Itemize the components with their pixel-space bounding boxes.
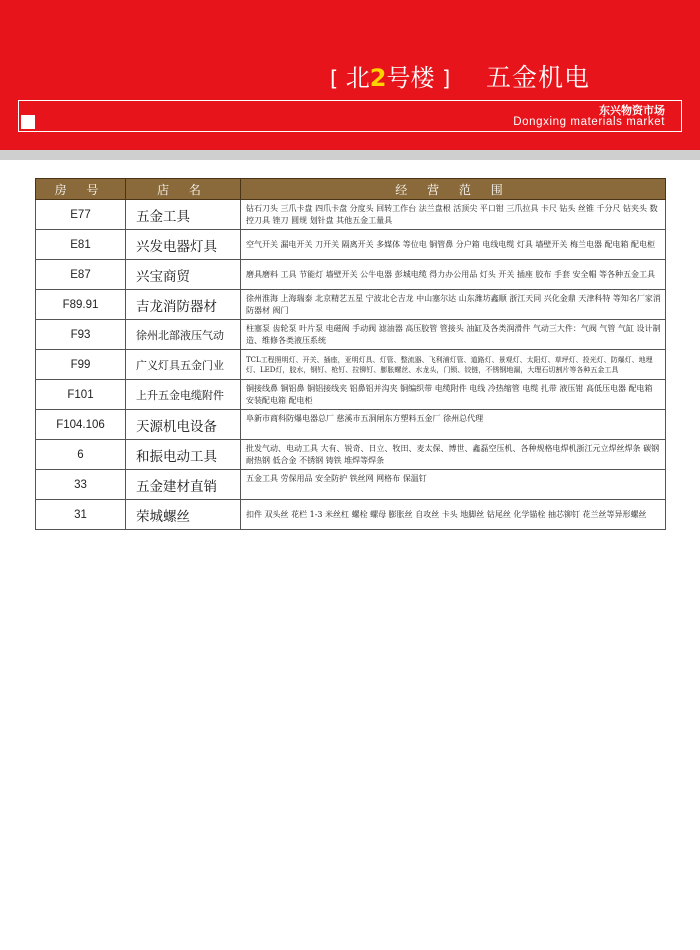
market-info-bar	[18, 100, 682, 132]
table-row	[36, 500, 666, 530]
column-header-store: 店 名	[126, 179, 241, 200]
header-banner	[0, 0, 700, 150]
room-number: E77	[36, 200, 126, 230]
store-directory-table	[35, 178, 666, 530]
room-number: F89.91	[36, 290, 126, 320]
store-name: 天源机电设备	[126, 410, 241, 440]
store-name: 吉龙消防器材	[126, 290, 241, 320]
store-name: 广义灯具五金门业	[126, 350, 241, 380]
business-scope: 批发气动、电动工具 大有、锐奇、日立、牧田、麦太保、博世、鑫磊空压机、各种规格电焊机浙江元立焊丝焊条 碳钢耐热钢 低合金 不锈钢 铸铁 堆焊等焊条	[241, 440, 666, 470]
business-scope: 钻石刀头 三爪卡盘 四爪卡盘 分度头 回转工作台 法兰盘根 活顶尖 平口钳 三爪拉具 卡尺 钻头 丝锥 千分尺 钻夹头 数控刀具 锉刀 圆规 划针盘 其他五金工量具	[241, 200, 666, 230]
table-row	[36, 380, 666, 410]
room-number: 33	[36, 470, 126, 500]
building-suffix: 号楼	[386, 64, 435, 92]
gray-divider-strip	[0, 150, 700, 160]
store-name: 和振电动工具	[126, 440, 241, 470]
business-scope: 五金工具 劳保用品 安全防护 铁丝网 网格布 保温钉	[241, 470, 666, 500]
building-prefix: 北	[345, 64, 370, 92]
room-number: E87	[36, 260, 126, 290]
business-scope: 阜新市商科防爆电器总厂 慈溪市五洞闸东方塑料五金厂 徐州总代理	[241, 410, 666, 440]
business-scope: 扣件 双头丝 花栏 1-3 米丝杠 螺栓 螺母 膨胀丝 自攻丝 卡头 地脚丝 钻尾丝 化学锚栓 抽芯铆钉 花兰丝等异形螺丝	[241, 500, 666, 530]
store-name: 五金建材直销	[126, 470, 241, 500]
table-row	[36, 410, 666, 440]
column-header-room: 房 号	[36, 179, 126, 200]
room-number: 6	[36, 440, 126, 470]
bracket-close: ]	[442, 67, 451, 91]
business-scope: 柱塞泵 齿轮泵 叶片泵 电磁阀 手动阀 滤油器 高压胶管 管接头 油缸及各类润滑件 气动三大件：气阀 气管 气缸 设计制造、维修各类液压系统	[241, 320, 666, 350]
store-name: 徐州北部液压气动	[126, 320, 241, 350]
business-scope: TCL工程照明灯、开关、插座，亚明灯具、灯管、整流器、飞利浦灯管、道路灯、景观灯、太阳灯、草坪灯、投光灯、防爆灯、地埋灯、LED灯，胶水，钢钉、枪钉、拉铆钉、膨胀螺丝、水龙头，门锁、铰链，不锈钢地漏，大理石切割片等各种五金工具	[241, 350, 666, 380]
room-number: E81	[36, 230, 126, 260]
column-header-business: 经 营 范 围	[241, 179, 666, 200]
business-scope: 空气开关 漏电开关 刀开关 隔离开关 多媒体 等位电 铜管鼻 分户箱 电线电缆 灯具 墙壁开关 梅兰电器 配电箱 配电柜	[241, 230, 666, 260]
room-number: F99	[36, 350, 126, 380]
table-header-row	[36, 179, 666, 200]
store-name: 兴宝商贸	[126, 260, 241, 290]
market-name-cn: 东兴物资市场	[599, 104, 665, 117]
table-row	[36, 440, 666, 470]
room-number: F101	[36, 380, 126, 410]
store-name: 五金工具	[126, 200, 241, 230]
business-scope: 磨具磨料 工具 节能灯 墙壁开关 公牛电器 彭城电缆 得力办公用品 灯头 开关 插座 胶布 手套 安全帽 等各种五金工具	[241, 260, 666, 290]
business-scope: 徐州淮海 上海瑞泰 北京精艺五星 宁波北仑吉龙 中山塞尔达 山东潍坊鑫顺 浙江天同 兴化金鼎 天津科特 等知名厂家消防器材 阀门	[241, 290, 666, 320]
table-row	[36, 350, 666, 380]
store-name: 荣城螺丝	[126, 500, 241, 530]
table-row	[36, 260, 666, 290]
market-name-en: Dongxing materials market	[513, 116, 665, 128]
table-row	[36, 230, 666, 260]
room-number: F104.106	[36, 410, 126, 440]
store-name: 上升五金电缆附件	[126, 380, 241, 410]
page-title	[330, 58, 590, 94]
white-square-decoration	[21, 115, 35, 129]
building-number: 2	[369, 64, 387, 92]
table-row	[36, 470, 666, 500]
business-scope: 铜接线鼻 铜铝鼻 铜铝接线夹 铝鼻铝并沟夹 铜编织带 电缆附件 电线 冷热缩管 电缆 扎带 液压钳 高低压电器 配电箱 安装配电箱 配电柜	[241, 380, 666, 410]
table-row	[36, 290, 666, 320]
bracket-open: [	[329, 67, 339, 91]
room-number: F93	[36, 320, 126, 350]
table-row	[36, 200, 666, 230]
table-row	[36, 320, 666, 350]
category-title: 五金机电	[485, 63, 590, 92]
room-number: 31	[36, 500, 126, 530]
store-name: 兴发电器灯具	[126, 230, 241, 260]
